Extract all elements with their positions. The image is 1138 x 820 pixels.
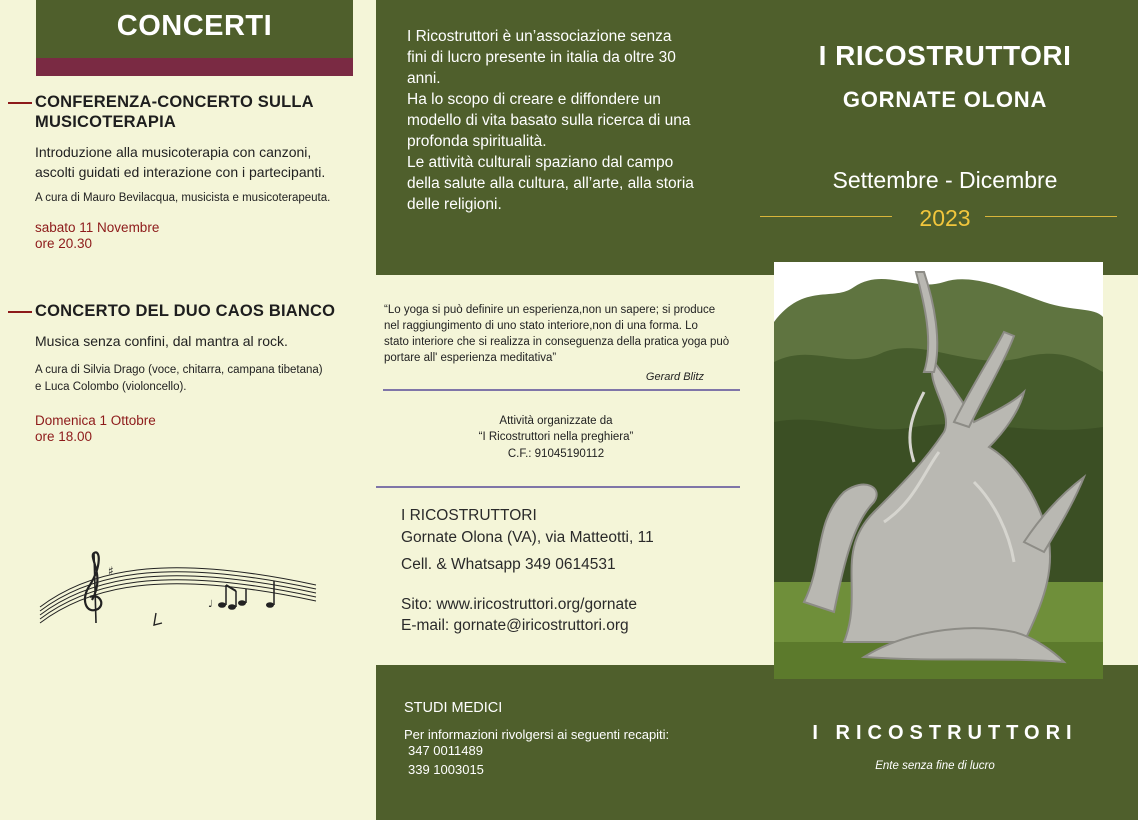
contact-email-link[interactable]: E-mail: gornate@iricostruttori.org <box>401 617 629 634</box>
association-intro: I Ricostruttori è un’associazione senza fini di lucro presente in italia da oltre 30 anni. Ha lo scopo di creare e diffondere un modello di vita basato sulla ricerca di una profonda spiritualità. Le attività culturali spaziano dal campo della salute alla cultura, all’arte, alla storia delle religioni. <box>407 28 694 213</box>
cover-subtitle: GORNATE OLONA <box>842 87 1048 112</box>
event-curator: A cura di Mauro Bevilacqua, musicista e musicoterapeuta. <box>35 192 331 204</box>
event-title: CONFERENZA-CONCERTO SULLA MUSICOTERAPIA <box>35 93 314 131</box>
studi-phone: 339 1003015 <box>408 762 484 777</box>
divider <box>383 389 740 391</box>
cover-year: 2023 <box>919 205 971 231</box>
studi-info: Per informazioni rivolgersi ai seguenti recapiti: <box>404 727 670 742</box>
footer-brand: I RICOSTRUTTORI <box>812 722 1078 744</box>
footer-tagline: Ente senza fine di lucro <box>875 760 995 772</box>
event-curator: A cura di Silvia Drago (voce, chitarra, campana tibetana) e Luca Colombo (violoncello). <box>35 364 323 393</box>
music-notes-illustration <box>36 545 326 630</box>
quote-author: Gerard Blitz <box>645 371 704 383</box>
header-accent-bar <box>36 58 353 76</box>
svg-text:♯: ♯ <box>108 564 114 578</box>
studi-medici-title: STUDI MEDICI <box>404 700 503 716</box>
event-date: sabato 11 Novembre ore 20.30 <box>35 220 160 251</box>
divider <box>376 486 740 488</box>
cover-period: Settembre - Dicembre <box>832 167 1058 193</box>
tax-code: C.F.: 91045190112 <box>507 448 605 460</box>
event-title: CONCERTO DEL DUO CAOS BIANCO <box>35 302 336 320</box>
contact-phone: Cell. & Whatsapp 349 0614531 <box>401 556 616 573</box>
event-bullet-rule <box>8 311 32 313</box>
cover-title: I RICOSTRUTTORI <box>818 40 1072 71</box>
studi-phone: 347 0011489 <box>408 743 483 758</box>
section-title: CONCERTI <box>116 10 273 42</box>
contact-address: Gornate Olona (VA), via Matteotti, 11 <box>401 529 654 546</box>
event-bullet-rule <box>8 102 32 104</box>
svg-text:♩: ♩ <box>208 599 213 610</box>
event-description: Introduzione alla musicoterapia con canzoni, ascolti guidati ed interazione con i partecipanti. <box>35 144 326 180</box>
organizer-name: “I Ricostruttori nella preghiera” <box>478 431 634 443</box>
contact-website-link[interactable]: Sito: www.iricostruttori.org/gornate <box>401 596 638 613</box>
event-date: Domenica 1 Ottobre ore 18.00 <box>35 413 156 444</box>
yoga-quote: “Lo yoga si può definire un esperienza,non un sapere; si produce nel raggiungimento di uno stato interiore,non di una forma. Lo stato interiore che si realizza in conseguenza della pratica yoga può portare all' esperienza meditativa” <box>384 304 730 364</box>
sculpture-photo <box>774 262 1103 679</box>
organizer-line: Attività organizzate da <box>499 415 613 427</box>
contact-name: I RICOSTRUTTORI <box>401 507 537 524</box>
event-description: Musica senza confini, dal mantra al rock. <box>35 333 288 349</box>
